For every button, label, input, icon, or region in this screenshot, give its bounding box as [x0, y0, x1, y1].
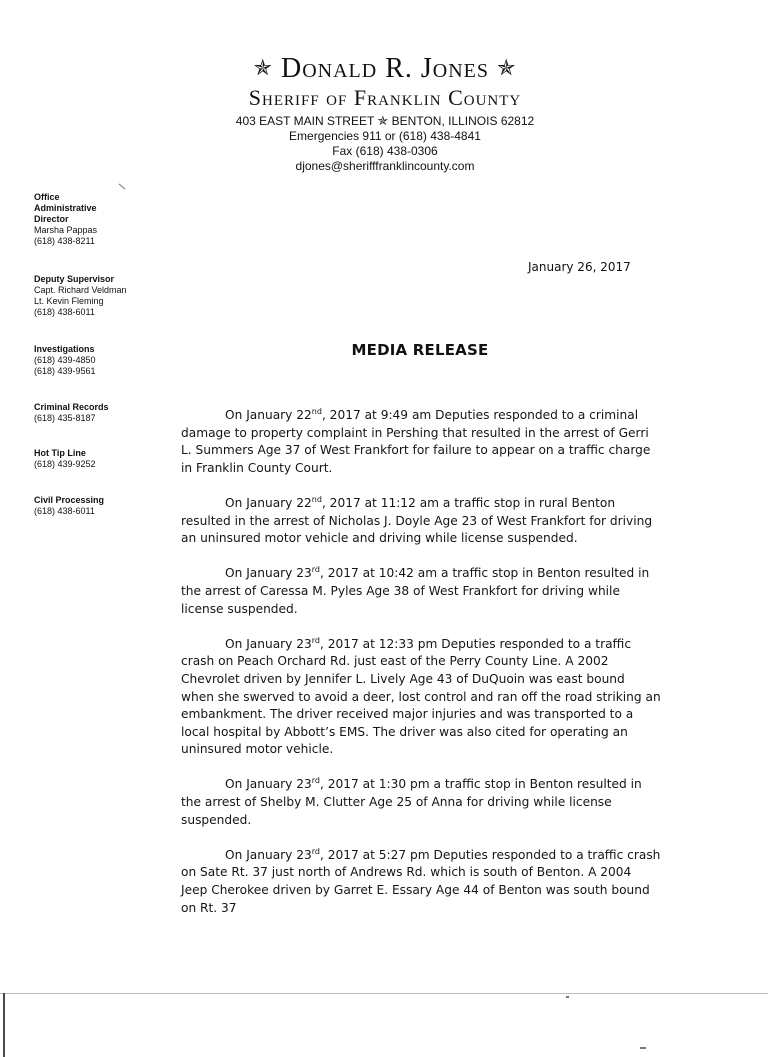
- paragraph-text: , 2017 at 5:27 pm Deputies responded to a traffic crash on Sate Rt. 37 just north of Andrews Rd. which is south of Benton. A 2004 Jeep Cherokee driven by Garret E. Essary Age 44 of Benton was south bound on Rt. 37: [181, 847, 661, 915]
- paragraph-lead: On January 23: [225, 566, 312, 581]
- emergency-phone: Emergencies 911 or (618) 438-4841: [289, 129, 481, 143]
- scan-edge-mark: [3, 993, 5, 1057]
- star-icon: ✯: [497, 55, 517, 80]
- directory-heading: Investigations: [34, 344, 95, 354]
- directory-deputy-supervisor: [34, 274, 164, 318]
- fax-number: Fax (618) 438-0306: [332, 144, 438, 158]
- directory-civil-processing: [34, 495, 164, 517]
- release-paragraph: [181, 407, 661, 477]
- address-street: 403 EAST MAIN STREET: [235, 114, 375, 128]
- ordinal-suffix: nd: [311, 407, 322, 416]
- directory-line: (618) 438-6011: [34, 307, 95, 317]
- directory-hot-tip-line: [34, 448, 164, 470]
- letterhead: [150, 52, 620, 174]
- release-date: January 26, 2017: [528, 260, 631, 274]
- release-title: MEDIA RELEASE: [351, 341, 489, 359]
- directory-line: Capt. Richard Veldman: [34, 285, 127, 295]
- star-icon: ✯: [377, 113, 389, 128]
- star-icon: ✯: [253, 55, 273, 80]
- directory-investigations: [34, 344, 164, 377]
- directory-heading: Hot Tip Line: [34, 448, 86, 458]
- ordinal-suffix: rd: [311, 565, 321, 575]
- paragraph-lead: On January 23: [225, 847, 312, 862]
- scan-edge-line: [0, 993, 768, 994]
- directory-line: (618) 439-9252: [34, 459, 96, 469]
- sheriff-name: Donald R. Jones: [280, 53, 489, 84]
- address-city: BENTON, ILLINOIS 62812: [391, 114, 535, 128]
- release-paragraph: [181, 636, 661, 759]
- directory-line: (618) 438-6011: [34, 506, 95, 516]
- release-paragraph: [181, 847, 661, 917]
- release-body: [181, 407, 661, 935]
- directory-criminal-records: [34, 402, 164, 424]
- sheriff-name-line: [150, 52, 620, 85]
- email-address: djones@sherifffranklincounty.com: [295, 159, 475, 173]
- directory-office-admin: [34, 192, 164, 247]
- paragraph-text: , 2017 at 12:33 pm Deputies responded to a traffic crash on Peach Orchard Rd. just east of the Perry County Line. A 2002 Chevrolet driven by Jennifer L. Lively Age 43 of DuQuoin was east bound when she swerved to avoid a deer, lost control and ran off the road striking an embankment. The driver received major injuries and was transported to a local hospital by Abbott’s EMS. The driver was also cited for operating an uninsured motor vehicle.: [181, 636, 661, 757]
- directory-line: Lt. Kevin Fleming: [34, 296, 104, 306]
- directory-heading: Civil Processing: [34, 495, 105, 505]
- scan-speck: [566, 996, 569, 998]
- paragraph-text: , 2017 at 9:49 am Deputies responded to a criminal damage to property complaint in Pershing that resulted in the arrest of Gerri L. Summers Age 37 of West Frankfort for failure to appear on a traffic charge in Franklin County Court.: [181, 408, 651, 475]
- paragraph-lead: On January 23: [225, 777, 312, 792]
- paragraph-text: , 2017 at 11:12 am a traffic stop in rural Benton resulted in the arrest of Nicholas J. Doyle Age 23 of West Frankfort for driving an uninsured motor vehicle and driving while license suspended.: [181, 495, 653, 546]
- release-paragraph: [181, 776, 661, 829]
- paragraph-lead: On January 22: [225, 495, 312, 510]
- release-paragraph: [181, 495, 661, 548]
- ordinal-suffix: rd: [311, 635, 321, 645]
- address-line: [150, 113, 620, 129]
- directory-heading: Criminal Records: [34, 402, 109, 412]
- ordinal-suffix: nd: [311, 494, 322, 504]
- paragraph-text: , 2017 at 10:42 am a traffic stop in Benton resulted in the arrest of Caressa M. Pyles Age 38 of West Frankfort for driving while license suspended.: [181, 566, 650, 616]
- directory-heading: Deputy Supervisor: [34, 274, 115, 284]
- directory-line: (618) 438-8211: [34, 236, 95, 246]
- directory-line: Marsha Pappas: [34, 225, 98, 235]
- paragraph-lead: On January 22: [225, 408, 312, 422]
- scan-speck: [640, 1047, 646, 1049]
- ordinal-suffix: rd: [311, 846, 321, 856]
- directory-heading: Office Administrative Director: [34, 192, 97, 224]
- paragraph-lead: On January 23: [225, 636, 312, 651]
- directory-line: (618) 435-8187: [34, 413, 96, 423]
- release-paragraph: [181, 565, 661, 618]
- scan-speck: [119, 184, 126, 190]
- directory-line: (618) 439-9561: [34, 366, 96, 376]
- ordinal-suffix: rd: [311, 776, 321, 786]
- paragraph-text: , 2017 at 1:30 pm a traffic stop in Benton resulted in the arrest of Shelby M. Clutter Age 25 of Anna for driving while license suspended.: [181, 777, 642, 827]
- directory-line: (618) 439-4850: [34, 355, 96, 365]
- sheriff-title: Sheriff of Franklin County: [248, 85, 522, 110]
